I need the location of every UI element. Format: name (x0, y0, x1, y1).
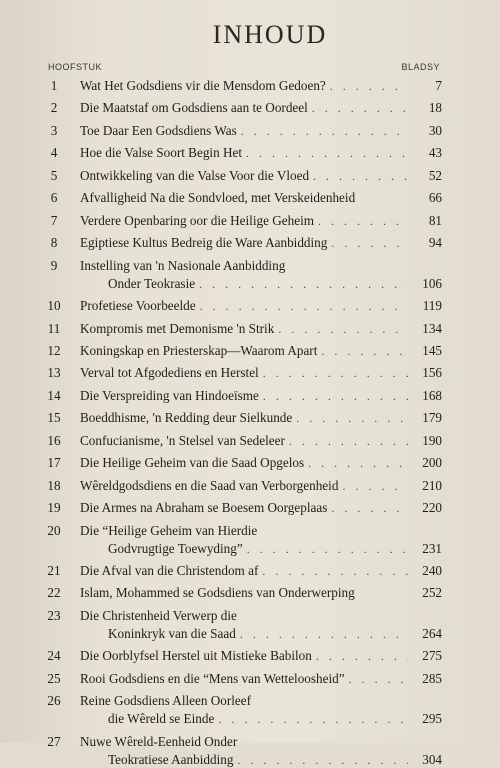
dot-leader (296, 410, 408, 426)
chapter-number: 9 (50, 257, 58, 273)
chapter-number: 21 (47, 563, 61, 578)
dot-leader (316, 648, 408, 664)
chapter-number: 15 (47, 410, 61, 426)
chapter-number: 4 (50, 145, 58, 161)
chapter-number: 19 (47, 500, 61, 516)
dot-leader (262, 563, 408, 579)
page-number: 200 (422, 455, 442, 471)
page-number: 275 (422, 648, 442, 664)
chapter-title: Afvalligheid Na die Sondvloed, met Verskeidenheid (80, 190, 356, 206)
page-number: 52 (428, 167, 442, 183)
chapter-number: 26 (47, 693, 61, 709)
dot-leader (312, 100, 408, 116)
dot-leader (237, 752, 408, 768)
dot-leader (331, 500, 408, 516)
dot-leader (247, 541, 408, 557)
chapter-title: Profetiese Voorbeelde (80, 298, 196, 314)
dot-leader (321, 343, 408, 359)
dot-leader (313, 168, 408, 184)
chapter-number: 10 (47, 298, 61, 314)
chapter-title: Rooi Godsdiens en die “Mens van Wetteloosheid” (80, 670, 345, 686)
chapter-number: 1 (50, 78, 58, 93)
chapter-title: Koninkryk van die Saad (108, 625, 236, 641)
chapter-title: Verdere Openbaring oor die Heilige Geheim (80, 212, 314, 228)
dot-leader (330, 78, 408, 94)
page-number: 304 (422, 751, 442, 767)
chapter-title: Kompromis met Demonisme 'n Strik (80, 320, 275, 336)
chapter-number: 7 (50, 212, 58, 228)
chapter-number: 16 (47, 432, 61, 448)
dot-leader (349, 671, 408, 687)
chapter-title: Godvrugtige Toewyding” (108, 540, 243, 556)
page-number: 220 (422, 500, 442, 516)
chapter-title: Wat Het Godsdiens vir die Mensdom Gedoen? (80, 78, 326, 93)
chapter-number: 25 (47, 670, 61, 686)
chapter-title: Hoe die Valse Soort Begin Het (80, 145, 243, 161)
chapter-number: 27 (47, 733, 61, 749)
column-header-page: BLADSY (401, 62, 440, 72)
chapter-title: Confucianisme, 'n Stelsel van Sedeleer (80, 432, 285, 448)
page-number: 190 (422, 432, 442, 448)
page-number: 179 (422, 410, 442, 426)
chapter-number: 17 (47, 455, 61, 471)
page-number: 210 (422, 477, 442, 493)
chapter-title: Verval tot Afgodediens en Herstel (80, 365, 259, 381)
column-header-chapter: HOOFSTUK (48, 62, 103, 72)
dot-leader (331, 235, 408, 251)
page-title: INHOUD (212, 20, 328, 49)
chapter-number: 13 (47, 365, 61, 381)
page-number: 81 (428, 212, 442, 228)
chapter-number: 5 (50, 167, 58, 183)
page-number: 285 (422, 670, 442, 686)
page-number: 145 (422, 342, 442, 358)
chapter-number: 3 (50, 122, 58, 138)
chapter-number: 23 (47, 607, 61, 623)
page-number: 30 (428, 122, 442, 138)
dot-leader (241, 123, 408, 139)
chapter-number: 6 (50, 190, 58, 206)
chapter-number: 8 (50, 235, 58, 251)
page-number: 264 (422, 625, 442, 641)
dot-leader (342, 478, 408, 494)
page-number: 252 (422, 585, 442, 601)
chapter-number: 18 (47, 477, 61, 493)
page-number: 156 (422, 365, 442, 381)
chapter-number: 20 (47, 522, 61, 538)
page-number: 18 (428, 100, 442, 116)
chapter-title: Die Heilige Geheim van die Saad Opgelos (80, 455, 305, 471)
chapter-title: Boeddhisme, 'n Redding deur Sielkunde (80, 410, 293, 426)
page-number: 106 (422, 275, 442, 291)
dot-leader (308, 455, 408, 471)
chapter-title: Teokratiese Aanbidding (108, 751, 234, 767)
page-number: 94 (428, 235, 442, 251)
page-number: 240 (422, 563, 442, 578)
chapter-title: Reine Godsdiens Alleen Oorleef (80, 693, 252, 709)
dot-leader (199, 276, 408, 292)
chapter-number: 14 (47, 387, 61, 403)
page-number: 7 (435, 78, 442, 93)
dot-leader (240, 626, 408, 642)
chapter-title: Die Oorblyfsel Herstel uit Mistieke Babilon (80, 648, 312, 664)
chapter-number: 11 (47, 320, 61, 336)
dot-leader (318, 213, 408, 229)
dot-leader (263, 388, 408, 404)
chapter-title: Ontwikkeling van die Valse Voor die Vloed (80, 167, 310, 183)
chapter-number: 24 (47, 648, 61, 664)
chapter-title: Wêreldgodsdiens en die Saad van Verborgenheid (80, 477, 339, 493)
dot-leader (263, 365, 408, 381)
chapter-title: Die Maatstaf om Godsdiens aan te Oordeel (80, 100, 308, 116)
dot-leader (289, 433, 408, 449)
chapter-title: Die Christenheid Verwerp die (80, 607, 237, 623)
dot-leader (278, 321, 408, 337)
chapter-title: Koningskap en Priesterskap—Waarom Apart (80, 342, 318, 358)
page-number: 43 (428, 145, 442, 161)
page-number: 119 (422, 298, 442, 314)
dot-leader (200, 298, 408, 314)
page-number: 168 (422, 387, 442, 403)
page-number: 134 (422, 320, 442, 336)
chapter-number: 2 (50, 100, 58, 116)
chapter-title: Die Afval van die Christendom af (80, 563, 259, 578)
chapter-number: 12 (47, 342, 61, 358)
dot-leader (246, 145, 408, 161)
chapter-title: Toe Daar Een Godsdiens Was (80, 122, 237, 138)
chapter-title: Die Verspreiding van Hindoeïsme (80, 387, 259, 403)
chapter-title: Die Armes na Abraham se Boesem Oorgeplaas (80, 500, 328, 516)
page-number: 66 (428, 190, 442, 206)
chapter-title: Islam, Mohammed se Godsdiens van Onderwerping (80, 585, 355, 601)
chapter-title: Instelling van 'n Nasionale Aanbidding (80, 257, 286, 273)
chapter-title: Egiptiese Kultus Bedreig die Ware Aanbidding (80, 235, 328, 251)
page-number: 295 (422, 711, 442, 727)
dot-leader (218, 711, 408, 727)
chapter-number: 22 (47, 585, 61, 601)
chapter-title: Nuwe Wêreld-Eenheid Onder (80, 733, 238, 749)
chapter-title: die Wêreld se Einde (108, 711, 215, 727)
chapter-title: Die “Heilige Geheim van Hierdie (80, 522, 258, 538)
chapter-title: Onder Teokrasie (108, 275, 196, 291)
page-number: 231 (422, 540, 442, 556)
